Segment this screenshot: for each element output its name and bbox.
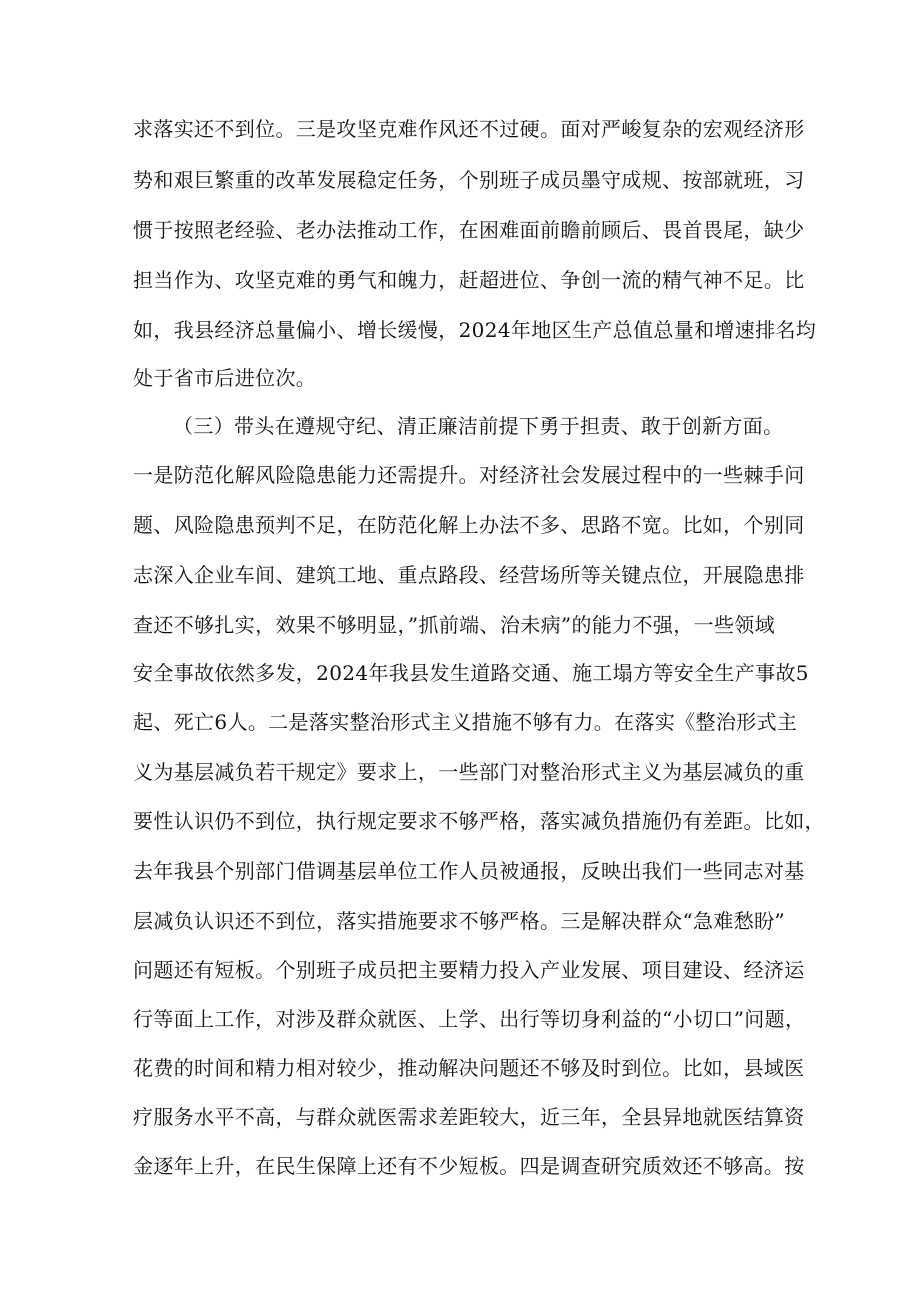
text-line: 惯于按照老经验、老办法推动工作，在困难面前瞻前顾后、畏首畏尾，缺少 (133, 218, 805, 242)
text-line: 层减负认识还不到位，落实措施要求不够严格。三是解决群众“急难愁盼” (133, 909, 785, 933)
text-line: 花费的时间和精力相对较少，推动解决问题还不够及时到位。比如，县域医 (133, 1056, 805, 1080)
text-line: 起、死亡6人。二是落实整治形式主义措施不够有力。在落实《整治形式主 (133, 710, 798, 734)
text-line: 一是防范化解风险隐患能力还需提升。对经济社会发展过程中的一些棘手问 (133, 463, 805, 487)
text-line: 义为基层减负若干规定》要求上，一些部门对整治形式主义为基层减负的重 (133, 760, 805, 784)
text-line: 处于省市后进位次。 (133, 366, 317, 390)
text-line: 去年我县个别部门借调基层单位工作人员被通报，反映出我们一些同志对基 (133, 859, 805, 883)
text-line: 行等面上工作，对涉及群众就医、上学、出行等切身利益的“小切口”问题， (133, 1007, 806, 1031)
text-line: 势和艰巨繁重的改革发展稳定任务，个别班子成员墨守成规、按部就班，习 (133, 168, 805, 192)
text-line: 题、风险隐患预判不足，在防范化解上办法不多、思路不宽。比如，个别同 (133, 513, 805, 537)
text-line: 金逐年上升，在民生保障上还有不少短板。四是调查研究质效还不够高。按 (133, 1154, 805, 1178)
text-line: 要性认识仍不到位，执行规定要求不够严格，落实减负措施仍有差距。比如， (133, 809, 825, 833)
text-line: 求落实还不到位。三是攻坚克难作风还不过硬。面对严峻复杂的宏观经济形 (133, 117, 805, 141)
text-line: 疗服务水平不高，与群众就医需求差距较大，近三年，全县异地就医结算资 (133, 1105, 805, 1129)
text-line: 担当作为、攻坚克难的勇气和魄力，赶超进位、争创一流的精气神不足。比 (133, 268, 805, 292)
text-line: 如，我县经济总量偏小、增长缓慢，2024年地区生产总值总量和增速排名均 (133, 318, 817, 342)
text-line: 查还不够扎实，效果不够明显，”抓前端、治未病”的能力不强，一些领域 (133, 613, 775, 637)
text-line: 安全事故依然多发，2024年我县发生道路交通、施工塌方等安全生产事故5 (133, 661, 809, 685)
section-heading: （三）带头在遵规守纪、清正廉洁前提下勇于担责、敢于创新方面。 (173, 414, 784, 438)
text-line: 志深入企业车间、建筑工地、重点路段、经营场所等关键点位，开展隐患排 (133, 563, 805, 587)
text-line: 问题还有短板。个别班子成员把主要精力投入产业发展、项目建设、经济运 (133, 958, 805, 982)
